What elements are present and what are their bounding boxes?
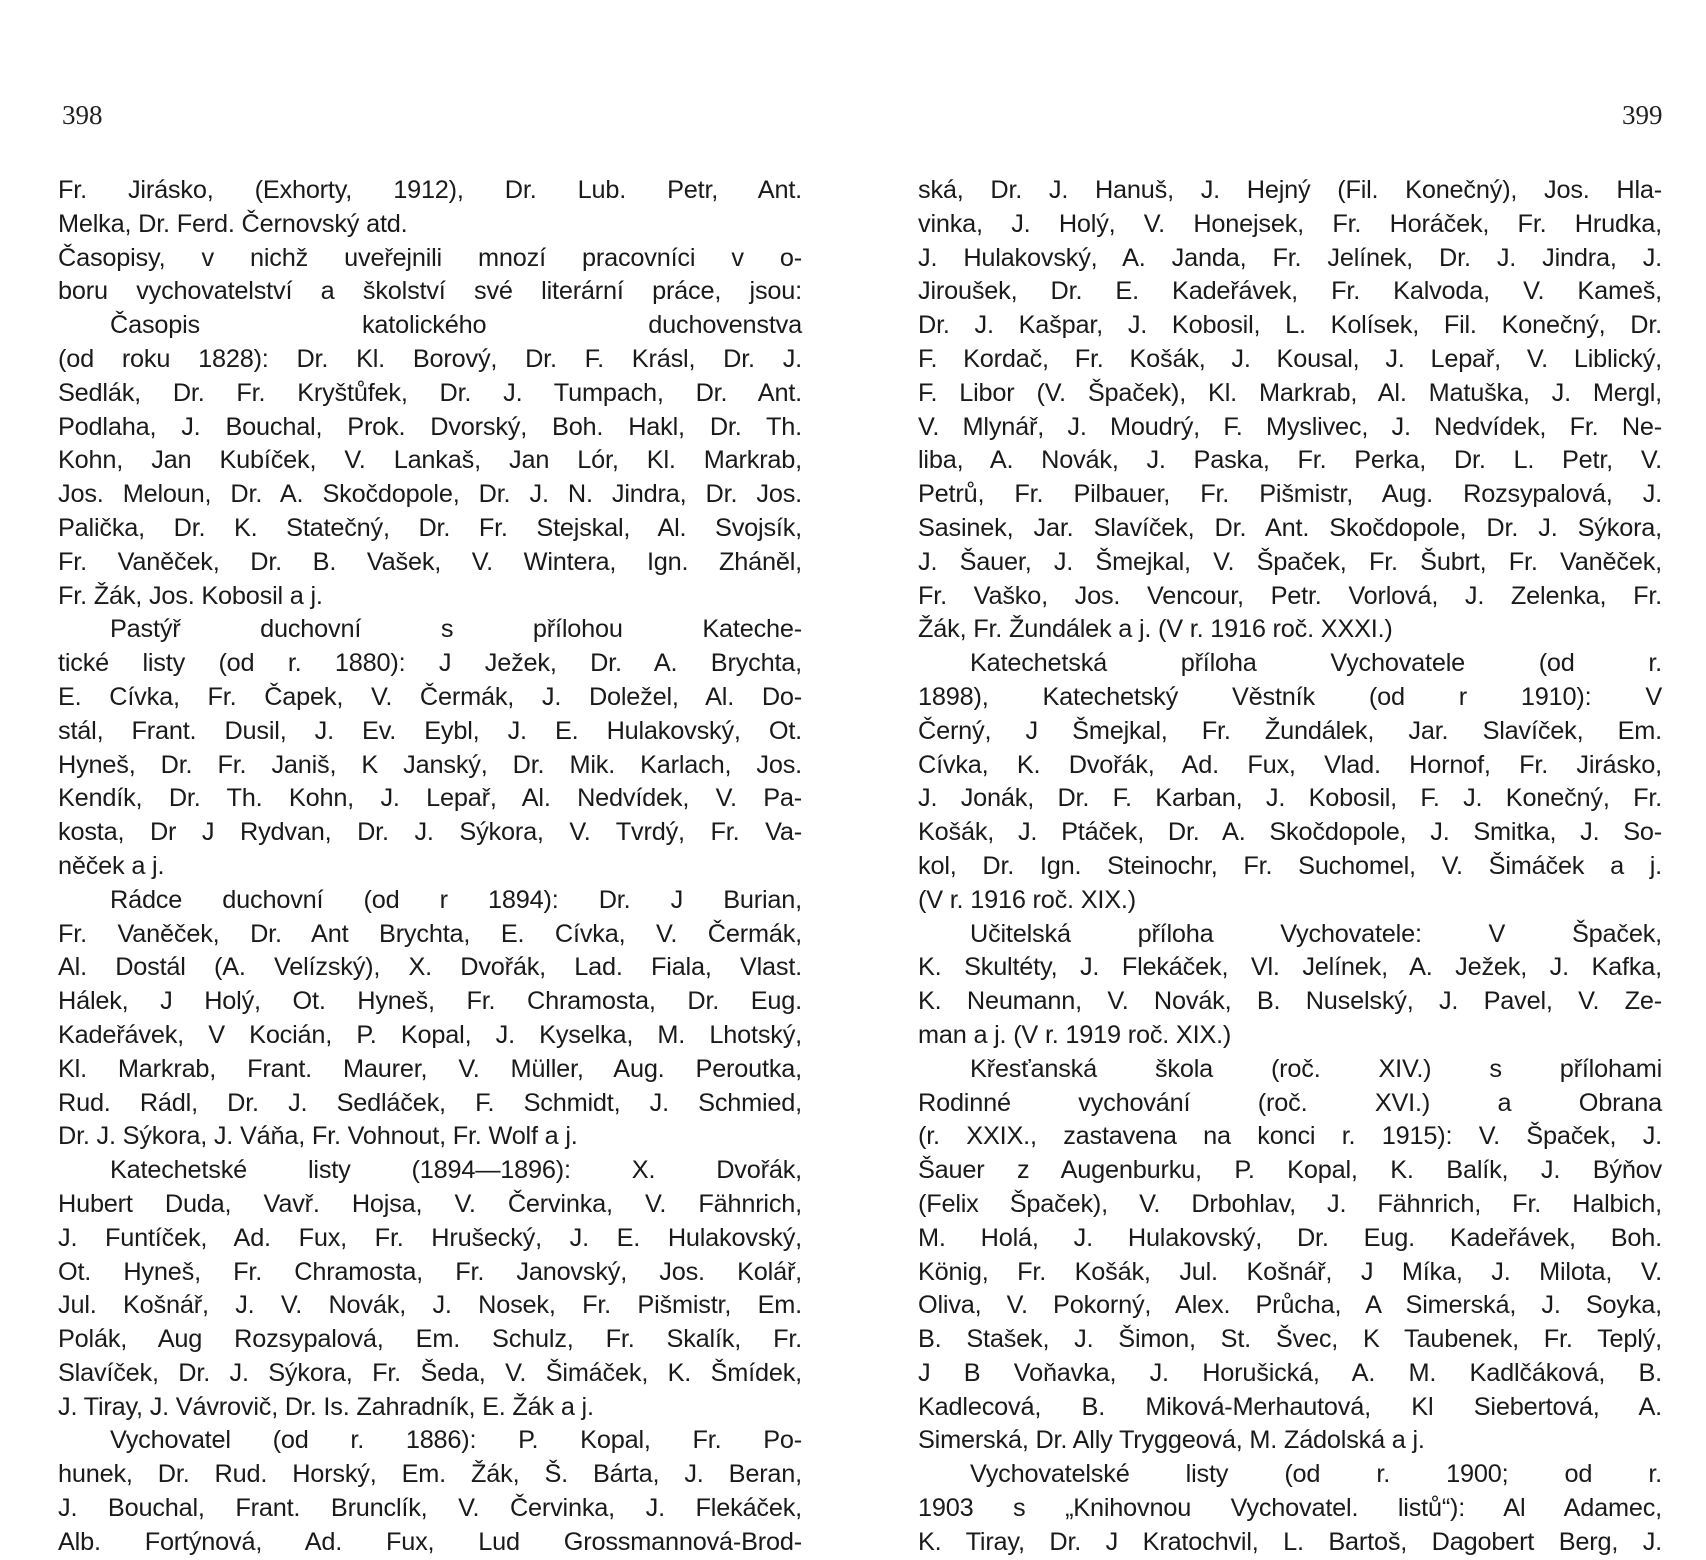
text-line: J. Bouchal, Frant. Brunclík, V. Červinka, J. Flekáček, xyxy=(58,1494,802,1523)
text-line: Pastýř duchovní s přílohou Kateche- xyxy=(110,615,802,644)
left-page-text xyxy=(58,174,802,1560)
text-line: Černý, J Šmejkal, Fr. Žundálek, Jar. Slavíček, Em. xyxy=(918,716,1662,745)
text-line: J B Voňavka, J. Horušická, A. M. Kadlčáková, B. xyxy=(918,1358,1662,1387)
text-line: J. Funtíček, Ad. Fux, Fr. Hrušecký, J. E. Hulakovský, xyxy=(58,1223,802,1252)
text-line: Melka, Dr. Ferd. Černovský atd. xyxy=(58,209,408,238)
text-line: liba, A. Novák, J. Paska, Fr. Perka, Dr. L. Petr, V. xyxy=(918,446,1662,475)
text-line: Fr. Vaněček, Dr. B. Vašek, V. Wintera, Ign. Zháněl, xyxy=(58,547,802,576)
text-line: 1898), Katechetský Věstník (od r 1910): V xyxy=(918,682,1662,711)
text-line: Kadeřávek, V Kocián, P. Kopal, J. Kyselka, M. Lhotský, xyxy=(58,1020,802,1049)
text-line: Katechetská příloha Vychovatele (od r. xyxy=(970,649,1662,678)
text-line: Žák, Fr. Žundálek a j. (V r. 1916 roč. XXXI.) xyxy=(918,615,1393,644)
text-line: Simerská, Dr. Ally Tryggeová, M. Zádolská a j. xyxy=(918,1426,1425,1455)
text-line: J. Tiray, J. Vávrovič, Dr. Is. Zahradník, E. Žák a j. xyxy=(58,1392,594,1421)
text-line: Podlaha, J. Bouchal, Prok. Dvorský, Boh. Hakl, Dr. Th. xyxy=(58,412,802,441)
text-line: Fr. Vaněček, Dr. Ant Brychta, E. Cívka, V. Čermák, xyxy=(58,919,802,948)
text-line: Polák, Aug Rozsypalová, Em. Schulz, Fr. Skalík, Fr. xyxy=(58,1325,802,1354)
text-line: K. Tiray, Dr. J Kratochvil, L. Bartoš, Dagobert Berg, J. xyxy=(918,1527,1662,1556)
text-line: Vychovatelské listy (od r. 1900; od r. xyxy=(970,1460,1662,1489)
text-line: Jiroušek, Dr. E. Kadeřávek, Fr. Kalvoda, V. Kameš, xyxy=(918,277,1662,306)
text-line: K. Neumann, V. Novák, B. Nuselský, J. Pavel, V. Ze- xyxy=(918,987,1662,1016)
text-line: Hálek, J Holý, Ot. Hyneš, Fr. Chramosta, Dr. Eug. xyxy=(58,987,802,1016)
text-line: Kohn, Jan Kubíček, V. Lankaš, Jan Lór, Kl. Markrab, xyxy=(58,446,802,475)
text-line: kosta, Dr J Rydvan, Dr. J. Sýkora, V. Tvrdý, Fr. Va- xyxy=(58,818,802,847)
text-line: K. Skultéty, J. Flekáček, Vl. Jelínek, A. Ježek, J. Kafka, xyxy=(918,953,1662,982)
page-number-right: 399 xyxy=(1622,100,1663,130)
text-line: Al. Dostál (A. Velízský), X. Dvořák, Lad. Fiala, Vlast. xyxy=(58,953,802,982)
text-line: Jos. Meloun, Dr. A. Skočdopole, Dr. J. N. Jindra, Dr. Jos. xyxy=(58,480,802,509)
text-line: tické listy (od r. 1880): J Ježek, Dr. A. Brychta, xyxy=(58,649,802,678)
text-line: König, Fr. Košák, Jul. Košnář, J Míka, J. Milota, V. xyxy=(918,1257,1662,1286)
text-line: Cívka, K. Dvořák, Ad. Fux, Vlad. Hornof, Fr. Jirásko, xyxy=(918,750,1662,779)
text-line: (Felix Špaček), V. Drbohlav, J. Fähnrich, Fr. Halbich, xyxy=(918,1189,1662,1218)
text-line: Rodinné vychování (roč. XVI.) a Obrana xyxy=(918,1088,1662,1117)
text-line: Časopis katolického duchovenstva xyxy=(110,311,802,340)
text-line: stál, Frant. Dusil, J. Ev. Eybl, J. E. Hulakovský, Ot. xyxy=(58,716,802,745)
text-line: J. Jonák, Dr. F. Karban, J. Kobosil, F. J. Konečný, Fr. xyxy=(918,784,1662,813)
text-line: Dr. J. Sýkora, J. Váňa, Fr. Vohnout, Fr. Wolf a j. xyxy=(58,1122,578,1151)
text-line: B. Stašek, J. Šimon, St. Švec, K Taubenek, Fr. Teplý, xyxy=(918,1325,1662,1354)
text-line: Sasinek, Jar. Slavíček, Dr. Ant. Skočdopole, Dr. J. Sýkora, xyxy=(918,513,1662,542)
text-line: kol, Dr. Ign. Steinochr, Fr. Suchomel, V. Šimáček a j. xyxy=(918,851,1662,880)
text-line: něček a j. xyxy=(58,851,165,880)
text-line: 1903 s „Knihovnou Vychovatel. listů“): Al Adamec, xyxy=(918,1494,1662,1523)
text-line: Jul. Košnář, J. V. Novák, J. Nosek, Fr. Pišmistr, Em. xyxy=(58,1291,802,1320)
text-line: (r. XXIX., zastavena na konci r. 1915): V. Špaček, J. xyxy=(918,1122,1662,1151)
text-line: boru vychovatelství a školství své literární práce, jsou: xyxy=(58,277,802,306)
text-line: Fr. Žák, Jos. Kobosil a j. xyxy=(58,581,323,610)
text-line: Vychovatel (od r. 1886): P. Kopal, Fr. Po- xyxy=(110,1426,802,1455)
text-line: Hubert Duda, Vavř. Hojsa, V. Červinka, V. Fähnrich, xyxy=(58,1189,802,1218)
text-line: Košák, J. Ptáček, Dr. A. Skočdopole, J. Smitka, J. So- xyxy=(918,818,1662,847)
text-line: E. Cívka, Fr. Čapek, V. Čermák, J. Doležel, Al. Do- xyxy=(58,682,802,711)
text-line: Časopisy, v nichž uveřejnili mnozí pracovníci v o- xyxy=(58,243,802,272)
text-line: Křesťanská škola (roč. XIV.) s přílohami xyxy=(970,1054,1662,1083)
text-line: Šauer z Augenburku, P. Kopal, K. Balík, J. Býňov xyxy=(918,1156,1662,1185)
text-line: J. Hulakovský, A. Janda, Fr. Jelínek, Dr. J. Jindra, J. xyxy=(918,243,1662,272)
right-page-text xyxy=(918,174,1662,1560)
text-line: Kl. Markrab, Frant. Maurer, V. Müller, Aug. Peroutka, xyxy=(58,1054,802,1083)
text-line: Fr. Jirásko, (Exhorty, 1912), Dr. Lub. Petr, Ant. xyxy=(58,176,802,204)
text-line: Alb. Fortýnová, Ad. Fux, Lud Grossmannová-Brod- xyxy=(58,1527,802,1556)
text-line: Sedlák, Dr. Fr. Kryštůfek, Dr. J. Tumpach, Dr. Ant. xyxy=(58,378,802,407)
text-line: J. Šauer, J. Šmejkal, V. Špaček, Fr. Šubrt, Fr. Vaněček, xyxy=(918,547,1662,576)
text-line: Oliva, V. Pokorný, Alex. Průcha, A Simerská, J. Soyka, xyxy=(918,1291,1662,1320)
text-line: F. Libor (V. Špaček), Kl. Markrab, Al. Matuška, J. Mergl, xyxy=(918,378,1662,407)
text-line: Ot. Hyneš, Fr. Chramosta, Fr. Janovský, Jos. Kolář, xyxy=(58,1257,802,1286)
text-line: Katechetské listy (1894—1896): X. Dvořák, xyxy=(110,1156,802,1185)
text-line: F. Kordač, Fr. Košák, J. Kousal, J. Lepař, V. Liblický, xyxy=(918,344,1662,373)
text-line: man a j. (V r. 1919 roč. XIX.) xyxy=(918,1020,1232,1049)
text-line: (od roku 1828): Dr. Kl. Borový, Dr. F. Krásl, Dr. J. xyxy=(58,344,802,373)
text-line: Rud. Rádl, Dr. J. Sedláček, F. Schmidt, J. Schmied, xyxy=(58,1088,802,1117)
text-line: hunek, Dr. Rud. Horský, Em. Žák, Š. Bárta, J. Beran, xyxy=(58,1460,802,1489)
text-line: Kadlecová, B. Miková-Merhautová, Kl Siebertová, A. xyxy=(918,1392,1662,1421)
text-line: V. Mlynář, J. Moudrý, F. Myslivec, J. Nedvídek, Fr. Ne- xyxy=(918,412,1662,441)
text-line: vinka, J. Holý, V. Honejsek, Fr. Horáček, Fr. Hrudka, xyxy=(918,209,1662,238)
text-line: (V r. 1916 roč. XIX.) xyxy=(918,885,1136,914)
text-line: Fr. Vaško, Jos. Vencour, Petr. Vorlová, J. Zelenka, Fr. xyxy=(918,581,1662,610)
text-line: Dr. J. Kašpar, J. Kobosil, L. Kolísek, Fil. Konečný, Dr. xyxy=(918,311,1662,340)
text-line: M. Holá, J. Hulakovský, Dr. Eug. Kadeřávek, Boh. xyxy=(918,1223,1662,1252)
text-line: Palička, Dr. K. Statečný, Dr. Fr. Stejskal, Al. Svojsík, xyxy=(58,513,802,542)
text-line: Rádce duchovní (od r 1894): Dr. J Burian, xyxy=(110,885,802,914)
text-line: Petrů, Fr. Pilbauer, Fr. Pišmistr, Aug. Rozsypalová, J. xyxy=(918,480,1662,509)
text-line: Kendík, Dr. Th. Kohn, J. Lepař, Al. Nedvídek, V. Pa- xyxy=(58,784,802,813)
page-number-left: 398 xyxy=(62,100,103,130)
text-line: ská, Dr. J. Hanuš, J. Hejný (Fil. Konečný), Jos. Hla- xyxy=(918,176,1662,204)
text-line: Učitelská příloha Vychovatele: V Špaček, xyxy=(970,919,1662,948)
text-line: Slavíček, Dr. J. Sýkora, Fr. Šeda, V. Šimáček, K. Šmídek, xyxy=(58,1358,802,1387)
text-line: Hyneš, Dr. Fr. Janiš, K Janský, Dr. Mik. Karlach, Jos. xyxy=(58,750,802,779)
